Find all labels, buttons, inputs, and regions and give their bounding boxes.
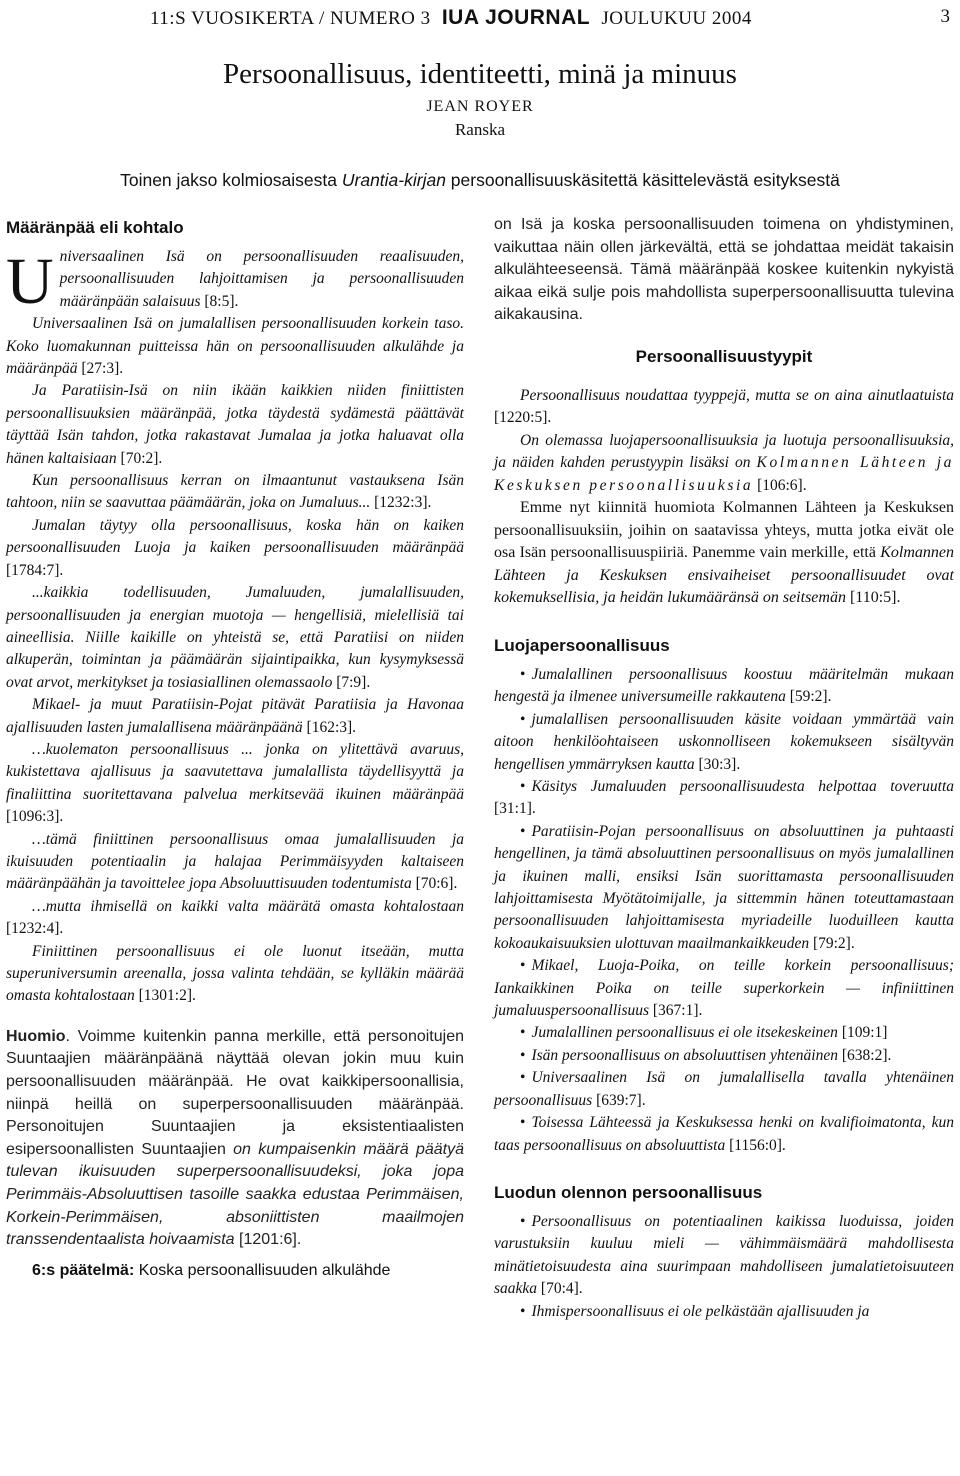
bullet-text: jumalallisen persoonallisuuden käsite voidaan ymmärtää vain aitoon henkilöohtaiseen uskonnolliseen kokemukseen sisältyvän hengellisen ymmärryksen kautta <box>494 710 954 773</box>
bullet-item <box>494 1112 954 1157</box>
quote-spaced-text: Kolmannen Lähteen ja Keskuksen persoonallisuuksia <box>494 454 954 494</box>
bullet-text: Käsitys Jumaluuden persoonallisuudesta helpottaa toveruutta <box>531 778 954 795</box>
quote-4 <box>6 470 464 515</box>
running-header <box>0 6 960 32</box>
journal-name: IUA JOURNAL <box>441 6 591 29</box>
bullet-item <box>494 776 954 821</box>
bullet-item <box>494 1022 954 1044</box>
quote-ref: [1232:3]. <box>370 494 432 512</box>
section-heading-destiny: Määränpää eli kohtalo <box>6 218 184 237</box>
bullet-text: Persoonallisuus on potentiaalinen kaikissa luoduissa, joiden varustuksiin kuuluu mieli — vähimmäismäärä mahdollisesta minätietoisuudesta aina suurimpaan mahdolliseen jumalatietoisuuteen saakka <box>494 1212 954 1298</box>
section-heading-types: Persoonallisuustyypit <box>635 346 813 366</box>
quote-ref: [7:9]. <box>332 673 371 691</box>
quote-1 <box>6 245 464 318</box>
quote-ref: [162:3]. <box>302 718 357 736</box>
quote-ref: [1220:5]. <box>494 409 552 427</box>
quote-ref: [1096:3]. <box>6 808 64 826</box>
paragraph-ref: [110:5]. <box>845 589 901 607</box>
quote-ref: [1232:4]. <box>6 920 64 938</box>
issue-date: JOULUKUU 2004 <box>601 8 752 29</box>
huomio-text: . Voimme kuitenkin panna merkille, että personoitujen Suuntaajien määränpäänä näyttää olevan jokin muu kuin persoonallisuuden määränpää. He ovat kaikkipersoonallisia, niinpä heillä on superpersoonallisuuden määränpää. Personoitujen Suuntaajien ja eksistentiaalisten esipersoonallisten Suuntaajien <box>6 1027 464 1158</box>
quote-text: Persoonallisuus noudattaa tyyppejä, mutta se on aina ainutlaatuista <box>520 386 954 404</box>
article-author: JEAN ROYER <box>426 98 534 115</box>
quote-text: …mutta ihmisellä on kaikki valta määrätä omasta kohtalostaan <box>32 897 464 915</box>
quote-text: …kuolematon persoonallisuus ... jonka on ylitettävä avaruus, kukistettava ajallisuus ja saavutettava jumalallista täydellisyyttä ja finaliittina suoritettavana palvelua merkitsevää ikuinen määränpää <box>6 740 464 803</box>
bullet-text: Jumalallinen persoonallisuus koostuu määritelmän mukaan hengestä ja ilmenee universumeille rakkautena <box>494 665 954 706</box>
bullet-text: Ihmispersoonallisuus ei ole pelkästään ajallisuuden ja <box>531 1302 870 1320</box>
conclusion-text: Koska persoonallisuuden alkulähde <box>134 1261 391 1279</box>
types-quote-1 <box>494 385 954 430</box>
types-quote-2 <box>494 430 954 497</box>
bullet-ref: [59:2]. <box>785 688 832 706</box>
article-title: Persoonallisuus, identiteetti, minä ja minuus <box>223 58 737 90</box>
bullet-item <box>494 955 954 1022</box>
bullet-text: Isän persoonallisuus on absoluuttisen yhtenäinen <box>531 1046 838 1064</box>
bullet-ref: [31:1]. <box>494 800 536 818</box>
quote-text: Ja Paratiisin-Isä on niin ikään kaikkien niiden finiittisten persoonallisuuksien määränpää, jotka täydestä sydämestä päättävät täyttää Isän tahdon, jotka rakastavat Jumalaa ja jotka haluavat olla hänen kaltaisiaan <box>6 382 464 467</box>
bullet-item <box>494 1045 954 1067</box>
bullet-ref: [639:7]. <box>592 1091 646 1109</box>
quote-7 <box>6 694 464 739</box>
bullet-dot-icon: • <box>520 1024 526 1042</box>
bullet-ref: [1156:0]. <box>725 1136 786 1154</box>
quote-ref: [1301:2]. <box>134 987 196 1005</box>
creature-bullet-list <box>494 1211 954 1323</box>
bullet-dot-icon: • <box>520 778 526 795</box>
bullet-dot-icon: • <box>520 1302 526 1320</box>
quote-9 <box>6 829 464 896</box>
bullet-dot-icon: • <box>520 1069 526 1087</box>
bullet-dot-icon: • <box>520 665 526 683</box>
bullet-item <box>494 1067 954 1112</box>
quote-ref: [106:6]. <box>753 476 807 494</box>
paragraph-text: Emme nyt kiinnitä huomiota Kolmannen Lähteen ja Keskuksen persoonallisuuksiin, joihin on saatavissa yhteys, mutta jotka eivät ole osa Isän persoonallisuuspiiriä. Panemme vain merkille, että <box>494 499 954 562</box>
quote-3 <box>6 380 464 470</box>
quote-text: ...kaikkia todellisuuden, Jumaluuden, jumalallisuuden, persoonallisuuden ja energian muotoja — hengellisiä, mielellisiä tai aineellisia. Niille kaikille on yhteistä se, että Paratiisi on niiden alkuperän, toimintan ja päämäärän sijaintipaikka, kun kysymyksessä ovat arvot, merkitykset ja tosiasiallinen olemassaolo <box>6 584 464 691</box>
quote-11 <box>6 941 464 1008</box>
bullet-item <box>494 1211 954 1301</box>
bullet-text: Universaalinen Isä on jumalallisella tavalla yhtenäinen persoonallisuus <box>494 1069 954 1109</box>
huomio-paragraph <box>6 1026 464 1252</box>
intro-italic: Urantia-kirjan <box>341 170 446 190</box>
bullet-dot-icon: • <box>520 957 526 975</box>
quote-6 <box>6 582 464 694</box>
bullet-ref: [30:3]. <box>694 755 741 773</box>
quote-text: Finiittinen persoonallisuus ei ole luonut itseään, mutta superuniversumin areenalla, jossa valinta tehdään, se kylläkin määrää omasta kohtalostaan <box>6 942 464 1005</box>
bullet-ref: [367:1]. <box>649 1002 703 1020</box>
bullet-ref: [638:2]. <box>837 1046 892 1064</box>
paragraph-italic: Kolmannen Lähteen ja Keskuksen ensivaiheiset persoonallisuudet ovat kokemuksellisia, ja heidän lukumääränsä on seitsemän <box>494 544 954 607</box>
bullet-dot-icon: • <box>520 1114 526 1132</box>
intro-prefix: Toinen jakso kolmiosaisesta <box>120 170 342 190</box>
huomio-ref: [1201:6]. <box>234 1231 302 1249</box>
huomio-label: Huomio <box>6 1027 66 1045</box>
quote-text: Jumalan täytyy olla persoonallisuus, koska hän on kaiken persoonallisuuden Luoja ja kaiken persoonallisuuden määränpää <box>6 516 464 557</box>
quote-10 <box>6 896 464 941</box>
quote-text: On olemassa luojapersoonallisuuksia ja luotuja persoonallisuuksia, ja näiden kahden perustyypin lisäksi on <box>494 431 954 472</box>
bullet-dot-icon: • <box>520 1046 526 1064</box>
drop-cap: U <box>6 245 54 318</box>
continued-paragraph: on Isä ja koska persoonallisuuden toimena on yhdistyminen, vaikuttaa näin ollen järkevältä, että se johdattaa meidät takaisin alkulähteeseensä. Tämä määränpää koskee kuitenkin nykyistä aikaa eikä sulje pois mahdollista superpersoonallisuutta tulevina aikakausina. <box>494 216 954 324</box>
quote-text: …tämä finiittinen persoonallisuus omaa jumalallisuuden ja ikuisuuden potentiaalin ja halajaa Perimmäisyyden kaltaiseen määränpäähän ja tavoittelee jopa Absoluuttisuuden todentumista <box>6 830 464 893</box>
bullet-ref: [109:1] <box>837 1024 888 1042</box>
issue-label: 11:S VUOSIKERTA / NUMERO 3 <box>150 8 431 29</box>
bullet-item <box>494 1301 954 1323</box>
types-paragraph <box>494 497 954 610</box>
article-intro <box>0 170 960 191</box>
creator-bullet-list <box>494 664 954 1157</box>
section-heading-creator: Luojapersoonallisuus <box>494 635 670 655</box>
quote-ref: [1784:7]. <box>6 561 64 579</box>
quote-text: Kun persoonallisuus kerran on ilmaantunut vastauksena Isän tahtoon, niin se saavuttaa päämäärän, joka on Jumaluus... <box>6 472 464 512</box>
left-column <box>6 214 464 1280</box>
bullet-ref: [79:2]. <box>809 934 855 952</box>
quote-ref: [70:2]. <box>116 449 163 467</box>
author-country: Ranska <box>454 120 506 139</box>
quote-text: Mikael- ja muut Paratiisin-Pojat pitävät Paratiisia ja Havonaa ajallisuuden lasten jumalallisena määränpäänä <box>6 696 464 736</box>
conclusion-label: 6:s päätelmä: <box>32 1261 135 1279</box>
bullet-item <box>494 709 954 776</box>
bullet-text: Toisessa Lähteessä ja Keskuksessa henki on kvalifioimatonta, kun taas persoonallisuus on absoluuttista <box>494 1114 954 1154</box>
bullet-text: Paratiisin-Pojan persoonallisuus on absoluuttinen ja puhtaasti hengellinen, ja tämä absoluuttinen persoonallisuus on myös jumalallinen ja ikuinen malli, ensiksi Isän suorittamasta persoonallisuuden lahjoittamisesta Myötätoimijalle, ja sittemmin hänen toteuttamastaan persoonallisuuden lahjoittamisesta myriadeille luoduilleen kautta kokoaukaisuuksien ulottuvan maailmankaikkeuden <box>494 822 954 952</box>
quote-5 <box>6 515 464 582</box>
quote-ref: [8:5]. <box>200 292 239 310</box>
bullet-text: Jumalallinen persoonallisuus ei ole itsekeskeinen <box>531 1024 838 1042</box>
quote-text: Universaalinen Isä on jumalallisen persoonallisuuden korkein taso. Koko luomakunnan puitteissa hän on persoonallisuuden alkulähde ja määränpää <box>6 315 464 378</box>
quote-8 <box>6 739 464 829</box>
bullet-item <box>494 821 954 955</box>
quote-text: niversaalinen Isä on persoonallisuuden reaalisuuden, persoonallisuuden lahjoittamisen ja persoonallisuuden määränpään salaisuus <box>59 248 464 310</box>
header-line <box>150 6 752 30</box>
bullet-dot-icon: • <box>520 822 526 840</box>
bullet-item <box>494 664 954 709</box>
bullet-dot-icon: • <box>520 1212 526 1230</box>
conclusion-paragraph <box>6 1262 464 1280</box>
intro-suffix: persoonallisuuskäsitettä käsittelevästä esityksestä <box>445 170 840 190</box>
page-number: 3 <box>940 6 950 27</box>
quote-2 <box>6 313 464 380</box>
right-column <box>494 214 954 1323</box>
huomio-italic: on kumpaisenkin määrä päätyä tulevan ikuisuuden superpersoonallisuudeksi, joka jopa Perimmäis-Absoluuttisen tasoille saakka edustaa Perimmäisen, Korkein-Perimmäisen, absoniittisten maailmojen transsendentaalista hoivaamista <box>6 1140 465 1249</box>
section-heading-creature: Luodun olennon persoonallisuus <box>494 1182 763 1202</box>
bullet-text: Mikael, Luoja-Poika, on teille korkein persoonallisuus; Iankaikkinen Poika on teille superkorkein — infiniittinen jumaluuspersoonallisuus <box>494 957 954 1020</box>
quote-ref: [70:6]. <box>411 875 458 893</box>
quote-ref: [27:3]. <box>77 360 124 378</box>
bullet-dot-icon: • <box>520 710 526 728</box>
bullet-ref: [70:4]. <box>537 1280 583 1298</box>
